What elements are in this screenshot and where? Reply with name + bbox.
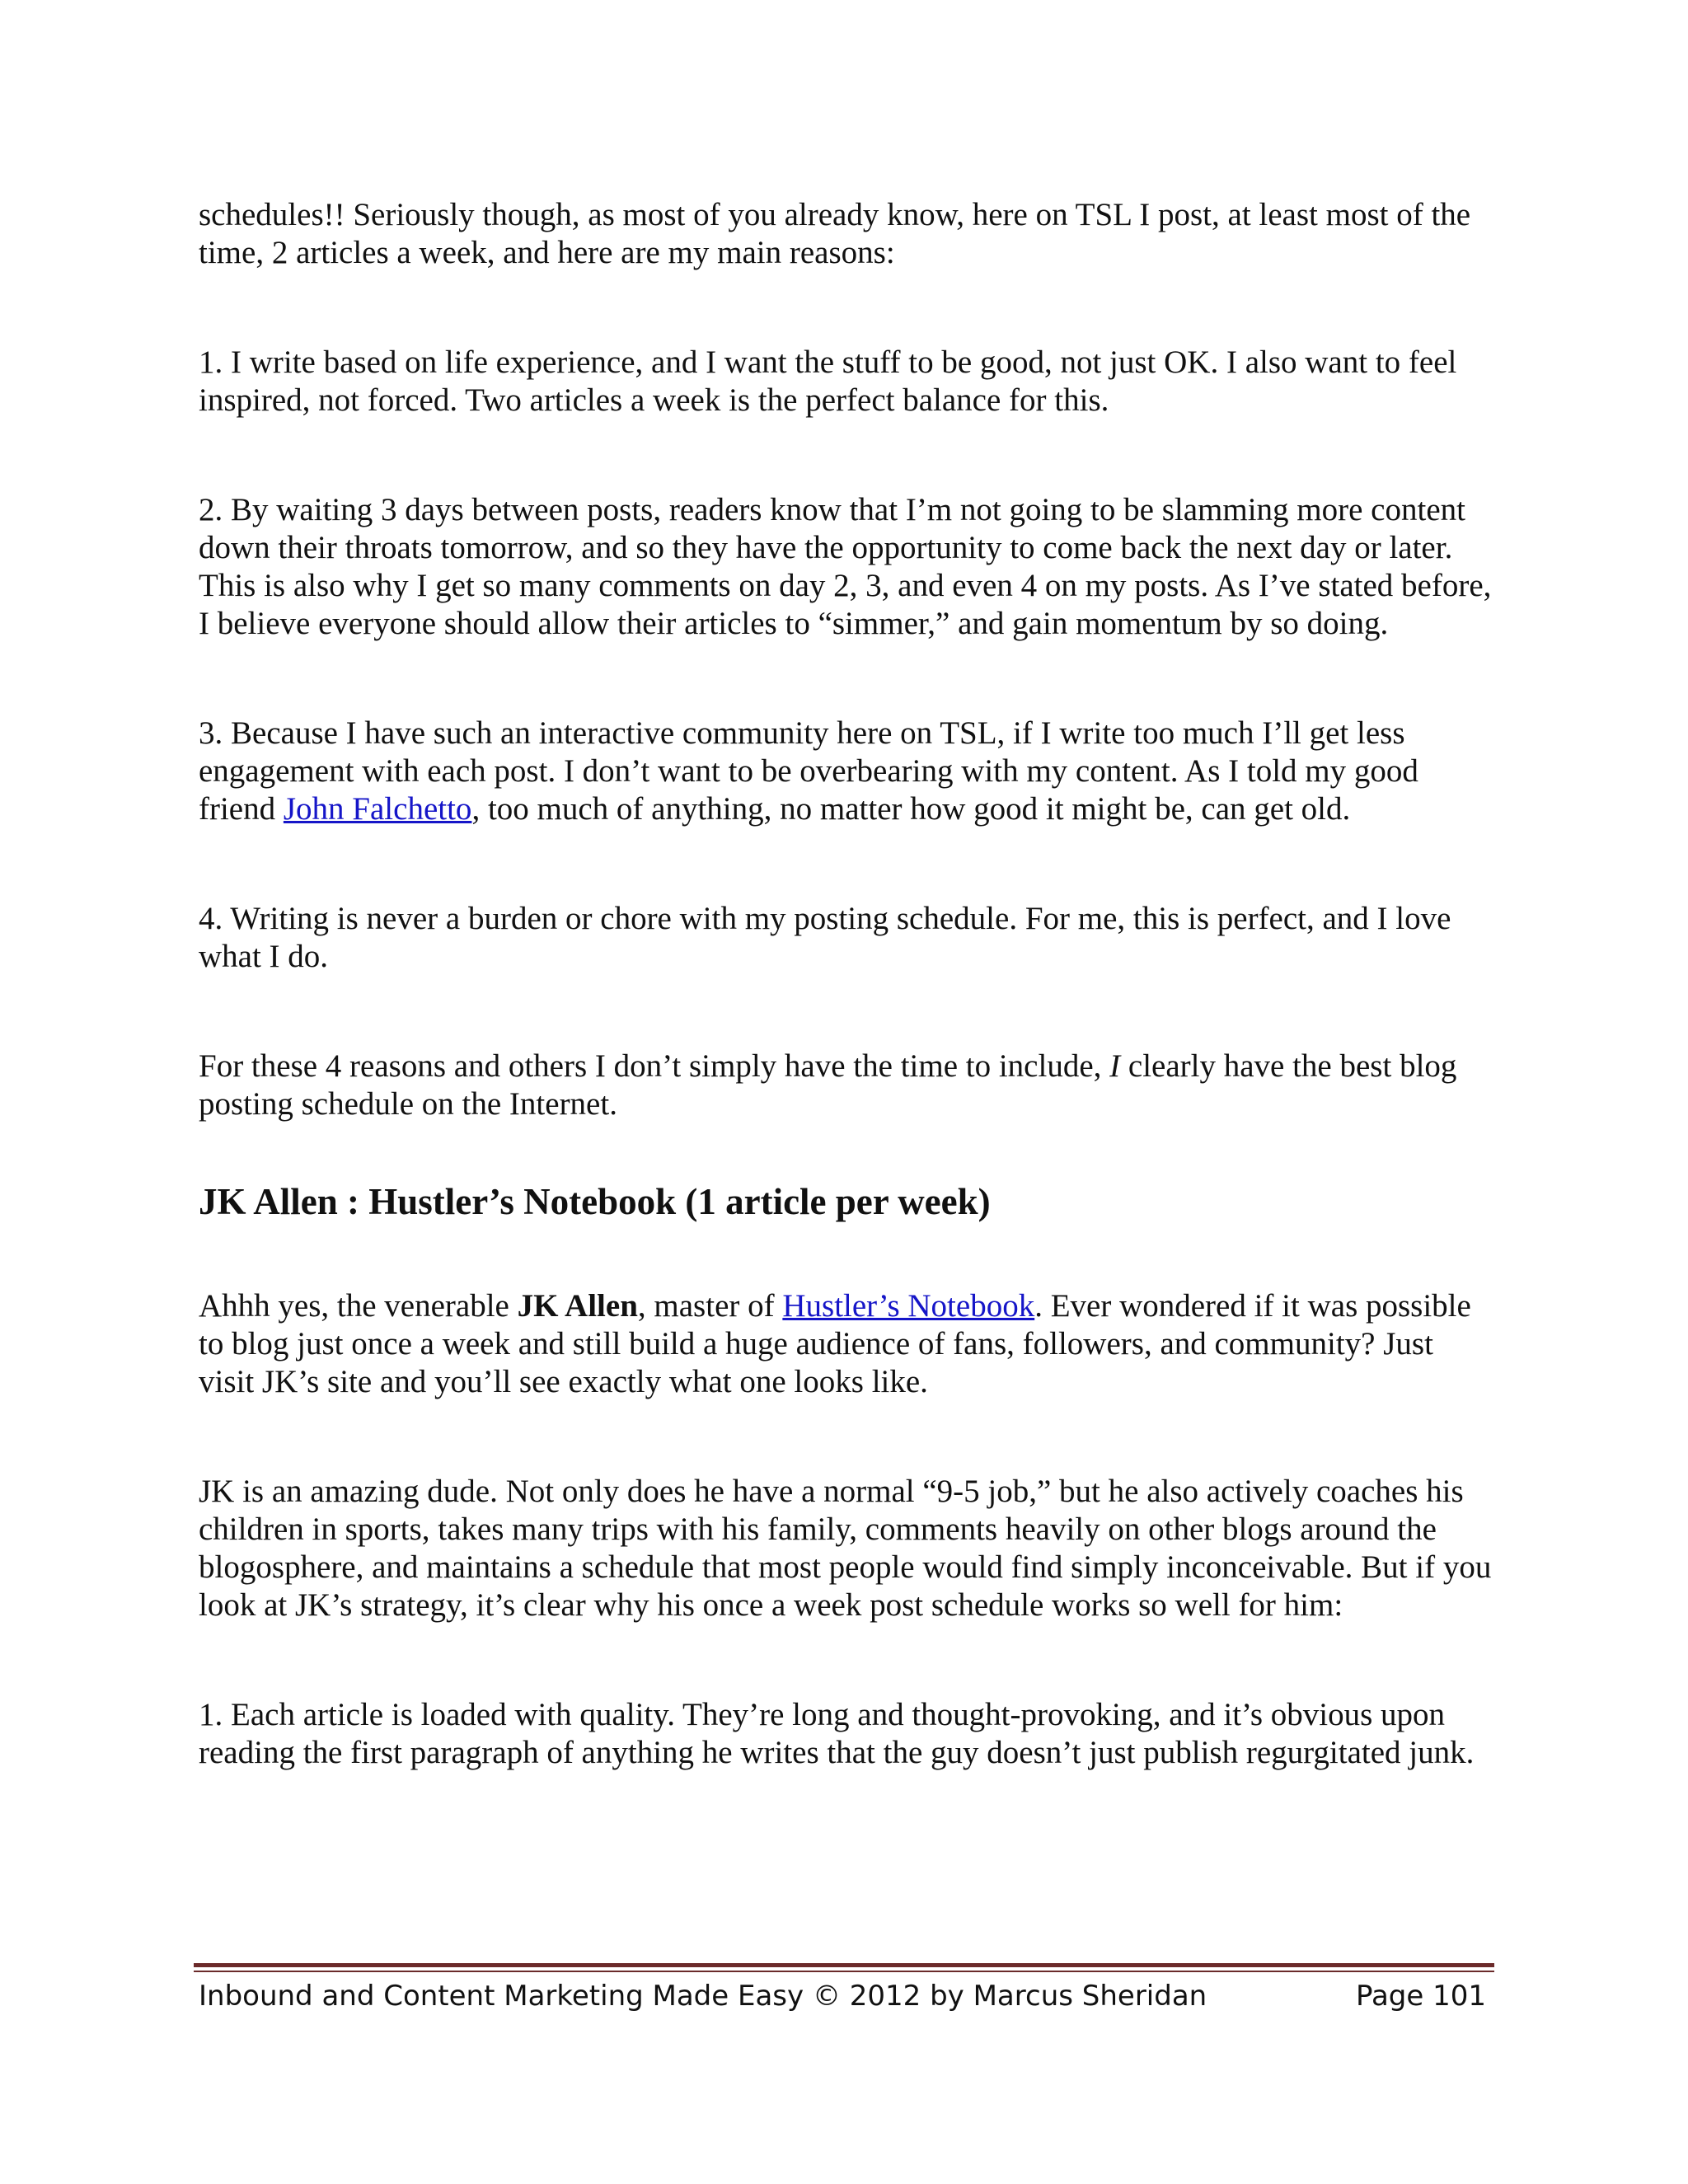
reason-4-paragraph: 4. Writing is never a burden or chore with my posting schedule. For me, this is perfect, and I love what I do. (199, 901, 1451, 974)
page-body (199, 196, 1493, 1772)
emphasis-i: I (1109, 1048, 1121, 1084)
intro-text-end: . Ever wondered if it was possible to blog just once a week and still build a huge audience of fans, followers, and community? Just visit JK’s site and you’ll see exactly what one looks like. (199, 1288, 1471, 1399)
conclusion-text-start: For these 4 reasons and others I don’t simply have the time to include, (199, 1048, 1110, 1084)
hustlers-notebook-link[interactable]: Hustler’s Notebook (782, 1288, 1035, 1324)
paragraph-schedules: schedules!! Seriously though, as most of you already know, here on TSL I post, at least most of the time, 2 articles a week, and here are my main reasons: (199, 197, 1471, 270)
conclusion-paragraph (199, 1047, 1493, 1123)
section-heading: JK Allen : Hustler’s Notebook (1 article per week) (199, 1181, 991, 1222)
jk-description-paragraph: JK is an amazing dude. Not only does he have a normal “9-5 job,” but he also actively coaches his children in sports, takes many trips with his family, comments heavily on other blogs around the blogosphere, and maintains a schedule that most people would find simply inconceivable. But if you look at JK’s strategy, it’s clear why his once a week post schedule works so well for him: (199, 1474, 1492, 1623)
reason-3-paragraph (199, 715, 1493, 828)
footer-rule-thick (194, 1963, 1494, 1967)
jk-reason-1-paragraph: 1. Each article is loaded with quality. They’re long and thought-provoking, and it’s obvious upon reading the first paragraph of anything he writes that the guy doesn’t just publish regurgitated junk. (199, 1697, 1475, 1770)
footer-copyright: Inbound and Content Marketing Made Easy © 2012 by Marcus Sheridan (199, 1980, 1207, 2013)
reason-1-paragraph: 1. I write based on life experience, and I want the stuff to be good, not just OK. I also want to feel inspired, not forced. Two articles a week is the perfect balance for this. (199, 344, 1457, 418)
john-falchetto-link[interactable]: John Falchetto (283, 791, 472, 827)
jk-allen-name: JK Allen (517, 1288, 638, 1324)
footer-rule-thin (194, 1971, 1494, 1972)
intro-text-start: Ahhh yes, the venerable (199, 1288, 518, 1324)
reason-2-paragraph: 2. By waiting 3 days between posts, readers know that I’m not going to be slamming more content down their throats tomorrow, and so they have the opportunity to come back the next day or later. This is also why I get so many comments on day 2, 3, and even 4 on my posts. As I’ve stated before, I believe everyone should allow their articles to “simmer,” and gain momentum by so doing. (199, 492, 1492, 641)
jk-allen-intro-paragraph (199, 1287, 1493, 1401)
reason-3-text-start: 3. Because I have such an interactive community here on TSL, if I write too much I’ll get less engagement with each post. I don’t want to be overbearing with my content. As I told my good friend (199, 715, 1418, 827)
reason-3-text-end: , too much of anything, no matter how good it might be, can get old. (471, 791, 1351, 827)
page-number: Page 101 (1355, 1980, 1486, 2013)
intro-text-mid: , master of (637, 1288, 783, 1324)
page-footer (199, 1978, 1486, 2014)
conclusion-text-end: clearly have the best blog posting schedule on the Internet. (199, 1048, 1457, 1122)
